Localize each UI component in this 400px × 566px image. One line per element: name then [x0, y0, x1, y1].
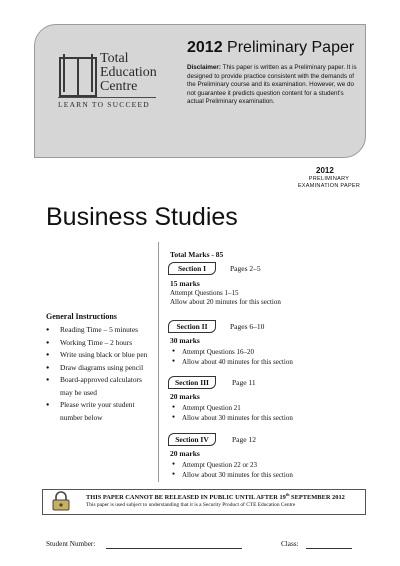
paper-year: 2012 — [187, 39, 223, 56]
paper-title — [187, 39, 354, 57]
section-3-pages: Page 11 — [232, 378, 256, 387]
section-2-list — [170, 347, 293, 367]
logo-tagline: LEARN TO SUCCEED — [58, 100, 150, 109]
instruction-item: ● Board-approved calculators may be used — [46, 374, 154, 399]
subject-title: Business Studies — [46, 203, 238, 231]
section-1-pages: Pages 2–5 — [230, 264, 261, 273]
instruction-item: ● Working Time – 2 hours — [46, 337, 154, 350]
section-1-label: Section I — [168, 262, 216, 275]
column-divider — [158, 242, 159, 482]
section-4-item: ● Attempt Question 22 or 23 — [170, 460, 293, 470]
section-1-line: Attempt Questions 1–15 — [170, 289, 239, 297]
paper-title-text: Preliminary Paper — [227, 39, 355, 56]
instruction-item: ● Reading Time – 5 minutes — [46, 324, 154, 337]
logo-wordmark: Total Education Centre — [100, 51, 157, 94]
section-2-item: ● Attempt Questions 16–20 — [170, 347, 293, 357]
instruction-item: ● Please write your student number below — [46, 399, 154, 424]
section-3-item: ● Attempt Question 21 — [170, 403, 293, 413]
class-field[interactable] — [306, 548, 352, 549]
section-2-pages: Pages 6–10 — [230, 322, 265, 331]
exam-type: PRELIMINARY EXAMINATION PAPER — [297, 176, 361, 189]
section-3-label: Section III — [168, 376, 216, 389]
total-marks: Total Marks - 85 — [170, 250, 224, 259]
section-3-marks: 20 marks — [170, 392, 200, 401]
section-2-item: ● Allow about 40 minutes for this section — [170, 357, 293, 367]
student-number-field[interactable] — [106, 548, 242, 549]
section-4-marks: 20 marks — [170, 449, 200, 458]
general-instructions-list — [46, 324, 154, 424]
section-4-item: ● Allow about 30 minutes for this section — [170, 470, 293, 480]
release-warning-text: THIS PAPER CANNOT BE RELEASED IN PUBLIC UNTIL AFTER 19th SEPTEMBER 2012 — [86, 492, 345, 502]
exam-year: 2012 — [316, 166, 334, 175]
section-4-label: Section IV — [168, 433, 216, 446]
section-1-line: Allow about 20 minutes for this section — [170, 298, 281, 306]
general-instructions-title: General Instructions — [46, 312, 117, 321]
section-3-item: ● Allow about 30 minutes for this section — [170, 413, 293, 423]
instruction-item: ● Draw diagrams using pencil — [46, 362, 154, 375]
class-label: Class: — [281, 540, 299, 548]
logo-divider — [58, 97, 156, 98]
section-4-list — [170, 460, 293, 480]
section-4-pages: Page 12 — [232, 435, 256, 444]
padlock-icon — [50, 491, 72, 511]
section-1-marks: 15 marks — [170, 279, 200, 288]
disclaimer-label: Disclaimer: — [187, 64, 221, 71]
section-2-marks: 30 marks — [170, 336, 200, 345]
disclaimer — [187, 64, 362, 107]
student-number-label: Student Number: — [46, 540, 96, 548]
disclaimer-text: This paper is written as a Preliminary paper. It is designed to provide practice consistent with the demands of the Preliminary course and its examination. However, we do not guarantee it predicts question content for a student's actual Preliminary examination. — [187, 64, 357, 106]
instruction-item: ● Write using black or blue pen — [46, 349, 154, 362]
section-2-label: Section II — [168, 320, 216, 333]
section-3-list — [170, 403, 293, 423]
security-note: This paper is used subject to understanding that it is a Security Product of CTE Education Centre — [86, 502, 296, 508]
